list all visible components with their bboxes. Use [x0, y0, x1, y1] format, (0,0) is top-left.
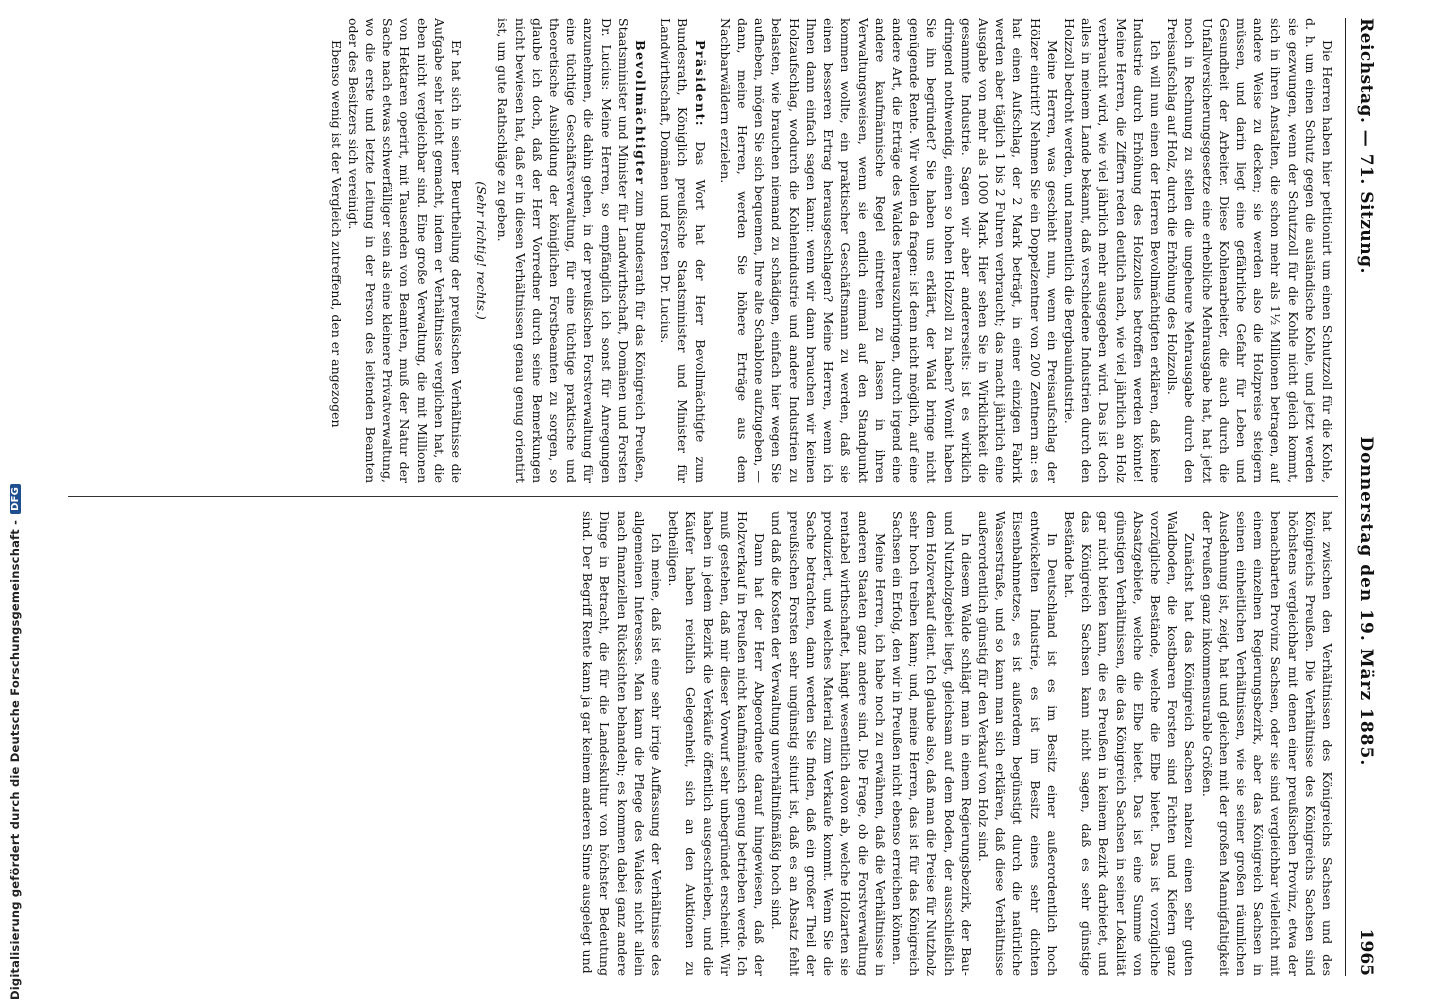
page-header [1345, 18, 1386, 976]
speech-president [657, 18, 709, 483]
digitization-credit [2, 0, 28, 1000]
speech-lucius [494, 18, 649, 483]
paragraph: In Deutschland ist es im Besitz einer außerordentlich hoch entwickelten Industrie, es ist im Besitz eines sehr dichten Eisenbahnnetzes, es ist außerdem begünstigt durch die natürliche Wasserstraße, und so kann man sich erklären, daß diese Verhältnisse außerordentlich günstig für den Verkauf von Holz sind. [975, 511, 1060, 976]
paragraph: In diesem Walde schlägt man in einem Regierungsbezirk, der Bau- und Nutzholzgebiet liegt, gleichsam auf dem Boden, der ausschließlich dem Holzverkauf dient. Ich glaube also, daß man die Preise für Nutzholz sehr hoch treiben kann; und, meine Herren, das ist für das Königreich Sachsen ein Erfolg, den wir in Preußen nicht ebenso erreichen können. [889, 511, 974, 976]
speaker-name: Präsident: [692, 40, 708, 128]
left-column [66, 18, 1336, 483]
paragraph: Meine Herren, ich habe noch zu erwähnen, daß die Verhältnisse in anderen Staaten ganz andere sind. Die Frage, ob die Forstverwaltung rentabel wirthschaftet, hängt wesentlich davon ab, welche Holzarten sie produziert, und welches Material zum Verkaufe kommt. Wenn Sie die Sache betrachten, dann werden Sie finden, daß ein großer Theil der preußischen Forsten sehr ungünstig situirt ist, daß es an Absatz fehlt und daß die Kosten der Verwaltung unverhältnißmäßig hoch sind. [769, 511, 888, 976]
speech-text: Das Wort hat der Herr Bevollmächtigte zum Bundesrath, Königlich preußische Staatsminister und Minister für Landwirthschaft, Domänen und Forsten Dr. Lucius. [658, 18, 708, 483]
credit-text: Digitalisierung gefördert durch die Deutsche Forschungsgemeinschaft - [8, 519, 22, 1000]
paragraph: Ich will nun einen der Herren Bevollmächtigten erklären, daß keine Industrie durch Erhöhung des Holzzolles betroffen werden könnte! Meine Herren, die Ziffern reden deutlich nach, wie viel jährlich an Holz verbraucht wird, wie viel jährlich mehr ausgegeben wird. Das ist doch alles in meinem Lande bekannt, daß verschiedene Industrien durch den Holzzoll bedroht werden, und namentlich die Bergbauindustrie. [1061, 18, 1163, 483]
paragraph: Ich meine, daß ist eine sehr irrige Auffassung der Verhältnisse des allgemeinen Interesses. Man kann die Pflege des Waldes nicht allein nach finanziellen Rücksichten behandeln; es kommen dabei ganz andere Dinge in Betracht, die für die Landeskultur von höchster Bedeutung sind. Der Begriff Rente kann ja gar keinem anderen Sinne ausgelegt und [580, 511, 665, 976]
paragraph: Die Herren haben hier petitionirt um einen Schutzzoll für die Kohle, d. h. um einen Schutz gegen die ausländische Kohle, und jetzt werden sie gezwungen, wenn der Schutzzoll für die Kohle nicht gleich kommt, sich in ihren Anstalten, die schon mehr als 1½ Millionen betragen, auf andere Weise zu decken; sie werden also die Holzpreise steigern müssen, und darin liegt eine gefährliche Gefahr für Leben und Gesundheit der Arbeiter. Diese Kohlenarbeiter, die auch durch die Unfallversicherungsgesetze eine erhebliche Mehrausgabe hat, hat jetzt noch in Rechnung zu stellen die ungeheure Mehrausgabe durch den Preisaufschlag auf Holz, durch die Erhöhung des Holzzolls. [1165, 18, 1335, 483]
dfg-logo: DFG [10, 484, 21, 514]
paragraph: hat zwischen den Verhältnissen des Königreichs Sachsen und des Königreichs Preußen. Die Verhältnisse des Königreichs Sachsen sind höchstens vergleichbar mit denen einer preußischen Provinz, etwa der benachbarten Provinz Sachsen, oder sie sind vergleichbar vielleicht mit einem einzelnen Regierungsbezirk, aber das Königreich Sachsen in seinen einheitlichen Verhältnissen, wie sie seiner großen räumlichen Ausdehnung ist, zeigt, hat und gleichen mit der großen Mannigfaltigkeit der Preußen ganz inkommensurable Größen. [1199, 511, 1335, 976]
paragraph: Ebenso wenig ist der Vergleich zutreffend, den er angezogen [328, 40, 344, 428]
paragraph: Meine Herren, was geschieht nun, wenn ein Preisaufschlag der Hölzer eintritt? Nehmen Sie ein Doppelzentner von 200 Zentnern an: es hat einen Aufschlag, der 2 Mark beträgt, in einer einzigen Fabrik werden aber täglich 1 bis 2 Fuhren verbraucht; das macht jährlich eine Ausgabe von mehr als 1000 Mark. Hier sehen Sie in Wirklichkeit die gesammte Industrie. Sagen wir aber andererseits: ist es wirklich dringend nothwendig, einen so hohen Holzzoll zu haben? Womit haben Sie ihn begründet? Sie haben uns erklärt, der Wald bringe nicht genügende Rente. Wir wollen da fragen: ist denn nicht möglich, auf eine andere Art, die Erträge des Waldes herauszubringen, durch irgend eine andere kaufmännische Regel eintreten zu lassen in ihren Verwaltungsweisen, wenn sie endlich einmal auf den Standpunkt kommen wollte, ein praktischer Geschäftsmann zu werden, daß sie einen besseren Ertrag herausgeschlagen? Meine Herren, wenn ich Ihnen dann einfach sagen kann: wenn wir dann brauchen wir keinen Holzaufschlag, wodurch die Kohlenindustrie und andere Industrien zu belasten, wie brauchen niemand zu schädigen, einfach hier wegen Sie aufheben, mögen Sie sich bequemen, Ihre alte Schablone aufzugeben, — dann, meine Herren, werden Sie höhere Erträge aus dem Nachbarwäldern erzielen. [717, 18, 1060, 483]
page-number: 1965 [1356, 928, 1376, 976]
header-session: — 71. Sitzung. [1356, 129, 1376, 274]
header-title [1356, 18, 1376, 274]
speaker-name: Bevollmächtigter [633, 40, 649, 186]
rotated-page-content [32, 18, 1386, 976]
paragraph: Er hat sich in seiner Beurtheilung der preußischen Verhältnisse die Aufgabe sehr leicht gemacht, indem er Verhältnisse verglichen hat, die eben nicht vergleichbar sind. Eine große Verwaltung, die mit Millionen von Hektaren operirt, mit Tausenden von Beamten, muß der Natur der Sache nach etwas schwerfälliger sein als eine kleinere Privatverwaltung, wo die erste und letzte Leitung in der Person des leitenden Beamten oder des Besitzers sich vereinigt. [345, 18, 465, 483]
header-reichstag: Reichstag. [1356, 18, 1376, 124]
header-date: Donnerstag den 19. März 1885. [1356, 436, 1376, 767]
right-column [66, 511, 1336, 976]
column-divider [68, 496, 1338, 497]
interjection: (Sehr richtig! rechts.) [474, 181, 490, 320]
speech-text: zum Bundesrath für das Königreich Preußen, Staatsminister und Minister für Landwirthschaft, Domänen und Forsten Dr. Lucius: Meine Herren, so empfänglich ich sonst für Anregungen anzunehmen, die dahin gehen, in der preußischen Forstverwaltung für eine tüchtige Geschäftsverwaltung, für eine tüchtige praktische und theoretische Ausbildung der königlichen Forstbeamten zu sorgen, so glaube ich doch, daß der Herr Vorredner durch seine Bemerkungen nicht bewiesen hat, daß er in diesen Verhältnissen genau genug orientirt ist, um gute Rathschläge zu geben. [495, 18, 649, 483]
paragraph: Zunächst hat das Königreich Sachsen nahezu einen sehr guten Waldboden, die kostbaren Forsten sind Fichten und Kiefern ganz vorzügliche Bestände, welche die Elbe bietet. Das ist vorzügliche Absatzgebiete, welche die Elbe bietet. Das ist eine Summe von günstigen Verhältnissen, die das Königreich Sachsen in seiner Lokalität gar nicht bieten kann, die es Preußen in keinem Bezirk darbietet, und das Königreich Sachsen kann nicht sagen, daß es sehr günstige Bestände hat. [1061, 511, 1198, 976]
paragraph: Dann hat der Herr Abgeordnete darauf hingewiesen, daß der Holzverkauf in Preußen nicht kaufmännisch genug betrieben werde. Ich muß gestehen, daß mir dieser Vorwurf sehr unbegründet erscheint. Wir haben in jedem Bezirk die Verkäufe öffentlich ausgeschrieben, und die Käufer haben reichlich Gelegenheit, sich an den Auktionen zu betheiligen. [666, 511, 768, 976]
